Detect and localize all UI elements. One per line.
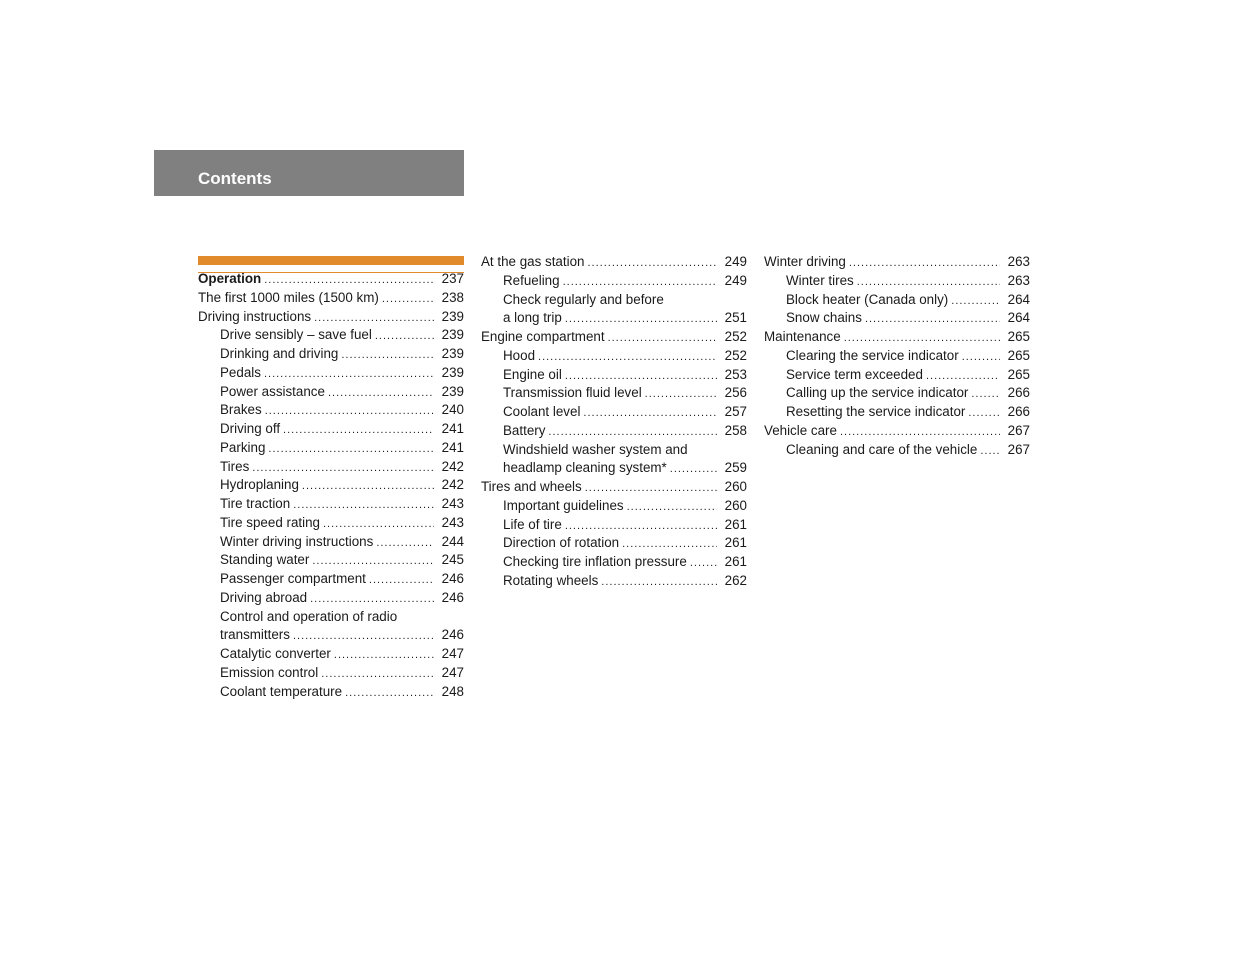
toc-entry-page: 246 <box>441 627 464 643</box>
toc-leader-dots <box>565 310 717 329</box>
toc-entry-label: Passenger compartment <box>220 571 366 586</box>
toc-leader-dots <box>264 271 434 290</box>
toc-entry-page: 253 <box>724 366 747 382</box>
toc-entry-label: Operation <box>198 271 262 286</box>
toc-leader-dots <box>627 498 717 517</box>
contents-header-bar <box>154 150 464 196</box>
toc-leader-dots <box>608 329 717 348</box>
toc-leader-dots <box>302 477 434 496</box>
toc-entry-label: Life of tire <box>503 516 562 532</box>
toc-entry[interactable] <box>198 345 464 364</box>
toc-entry-label: Driving abroad <box>220 589 308 605</box>
toc-entry[interactable] <box>481 347 747 366</box>
toc-entry[interactable] <box>481 478 747 497</box>
toc-leader-dots <box>548 423 717 442</box>
toc-entry[interactable] <box>481 366 747 385</box>
toc-leader-dots <box>926 367 1000 386</box>
toc-entry-page: 238 <box>441 289 464 305</box>
toc-entry[interactable] <box>481 516 747 535</box>
toc-entry-label: Snow chains <box>786 310 862 326</box>
section-accent-bar <box>198 256 464 265</box>
toc-leader-dots <box>321 665 434 684</box>
toc-entry-label: Battery <box>503 422 546 438</box>
toc-entry-page: 252 <box>724 347 747 363</box>
toc-leader-dots <box>670 460 717 479</box>
toc-entry[interactable] <box>481 253 747 272</box>
toc-entry-label: At the gas station <box>481 254 585 269</box>
toc-entry-label: Standing water <box>220 552 310 568</box>
toc-entry-page: 241 <box>441 439 464 455</box>
toc-entry-page: 249 <box>724 272 747 288</box>
toc-entry-label: Power assistance <box>220 383 325 399</box>
toc-entry-page: 248 <box>441 683 464 699</box>
toc-entry[interactable] <box>764 441 1030 460</box>
toc-entry-page: 258 <box>724 422 747 438</box>
toc-entry[interactable] <box>198 570 464 589</box>
toc-leader-dots <box>865 310 1000 329</box>
toc-entry-page: 263 <box>1007 254 1030 269</box>
toc-entry[interactable] <box>198 495 464 514</box>
toc-entry-page: 259 <box>724 460 747 476</box>
toc-entry-page: 264 <box>1007 310 1030 326</box>
toc-leader-dots <box>951 292 1000 311</box>
toc-entry-label: a long trip <box>503 310 562 326</box>
toc-entry-label: Engine oil <box>503 366 562 382</box>
toc-entry-label: Resetting the service indicator <box>786 404 966 419</box>
toc-entry-page: 264 <box>1007 291 1030 307</box>
toc-leader-dots <box>312 552 434 571</box>
toc-entry-label: Refueling <box>503 272 560 288</box>
toc-entry[interactable] <box>764 403 1030 422</box>
toc-entry-label: Tires <box>220 458 250 474</box>
toc-entry-page: 260 <box>724 497 747 513</box>
toc-leader-dots <box>840 423 1000 442</box>
toc-entry[interactable] <box>481 403 747 422</box>
toc-entry-label: Hood <box>503 347 536 363</box>
toc-leader-dots <box>252 459 434 478</box>
toc-entry[interactable] <box>198 664 464 683</box>
toc-entry[interactable] <box>764 291 1030 310</box>
toc-leader-dots <box>844 329 1000 348</box>
toc-entry[interactable] <box>481 309 747 328</box>
toc-entry-label: Windshield washer system and <box>503 441 688 457</box>
toc-entry-page: 266 <box>1007 404 1030 419</box>
toc-entry-label: Coolant level <box>503 404 581 419</box>
toc-entry-page: 239 <box>441 383 464 399</box>
toc-entry-page: 260 <box>724 479 747 494</box>
toc-entry-label: headlamp cleaning system* <box>503 460 667 476</box>
toc-entry-label: Service term exceeded <box>786 366 923 382</box>
toc-leader-dots <box>980 442 1000 461</box>
toc-leader-dots <box>382 290 434 309</box>
toc-entry-label: The first 1000 miles (1500 km) <box>198 289 379 305</box>
toc-entry-label: Parking <box>220 439 266 455</box>
toc-entry[interactable] <box>764 253 1030 272</box>
toc-entry[interactable] <box>198 645 464 664</box>
toc-entry-page: 252 <box>724 329 747 344</box>
toc-entry[interactable] <box>481 572 747 591</box>
toc-leader-dots <box>857 273 1000 292</box>
toc-entry-page: 239 <box>441 346 464 361</box>
toc-entry[interactable] <box>481 534 747 553</box>
toc-entry-page: 243 <box>441 514 464 530</box>
toc-leader-dots <box>962 348 1000 367</box>
toc-entry[interactable] <box>481 553 747 572</box>
toc-entry[interactable] <box>198 683 464 702</box>
toc-leader-dots <box>265 402 434 421</box>
toc-entry[interactable] <box>198 439 464 458</box>
toc-leader-dots <box>971 385 1000 404</box>
toc-entry[interactable] <box>481 422 747 441</box>
toc-entry[interactable] <box>198 589 464 608</box>
toc-leader-dots <box>323 515 434 534</box>
toc-leader-dots <box>314 309 434 328</box>
toc-leader-dots <box>310 590 434 609</box>
toc-entry-page: 256 <box>724 385 747 401</box>
toc-entry[interactable] <box>198 420 464 439</box>
toc-column-3 <box>764 253 1030 459</box>
toc-entry-label: Vehicle care <box>764 422 837 438</box>
toc-entry-label: Block heater (Canada only) <box>786 291 949 307</box>
toc-leader-dots <box>538 348 717 367</box>
toc-entry-page: 246 <box>441 589 464 605</box>
toc-leader-dots <box>622 535 717 554</box>
toc-leader-dots <box>585 479 717 498</box>
toc-entry-label: Transmission fluid level <box>503 385 642 401</box>
toc-entry-page: 237 <box>441 271 464 286</box>
toc-entry-label: Tire speed rating <box>220 514 320 530</box>
toc-entry-page: 243 <box>441 496 464 511</box>
toc-entry[interactable] <box>198 626 464 645</box>
toc-leader-dots <box>345 684 434 703</box>
toc-leader-dots <box>328 384 434 403</box>
toc-leader-dots <box>645 385 717 404</box>
toc-entry-label: Check regularly and before <box>503 291 664 307</box>
toc-entry[interactable] <box>481 291 747 310</box>
toc-entry-page: 239 <box>441 308 464 324</box>
toc-leader-dots <box>264 365 434 384</box>
toc-leader-dots <box>375 327 434 346</box>
toc-entry-page: 244 <box>441 533 464 549</box>
toc-entry[interactable] <box>481 441 747 460</box>
toc-entry[interactable] <box>481 328 747 347</box>
toc-entry-label: Drive sensibly – save fuel <box>220 327 372 343</box>
toc-entry[interactable] <box>198 289 464 308</box>
toc-entry-label: Engine compartment <box>481 329 605 344</box>
toc-entry-label: Control and operation of radio <box>220 608 398 624</box>
toc-entry-label: Winter tires <box>786 272 854 288</box>
toc-entry[interactable] <box>198 476 464 495</box>
toc-entry[interactable] <box>764 309 1030 328</box>
toc-entry-page: 242 <box>441 477 464 493</box>
toc-leader-dots <box>376 534 434 553</box>
toc-entry-page: 261 <box>724 516 747 532</box>
toc-entry[interactable] <box>764 422 1030 441</box>
page-title: Contents <box>198 169 272 188</box>
toc-entry-label: Hydroplaning <box>220 477 299 493</box>
toc-entry[interactable] <box>198 551 464 570</box>
toc-entry-page: 261 <box>724 554 747 569</box>
toc-entry-label: Driving instructions <box>198 308 312 324</box>
toc-entry-page: 242 <box>441 458 464 474</box>
toc-entry[interactable] <box>198 270 464 289</box>
toc-entry-label: Direction of rotation <box>503 535 620 551</box>
toc-entry[interactable] <box>481 384 747 403</box>
toc-entry-label: Tires and wheels <box>481 479 582 494</box>
toc-entry-label: Clearing the service indicator <box>786 347 959 363</box>
toc-entry-label: Winter driving <box>764 254 846 269</box>
toc-entry-label: Catalytic converter <box>220 646 331 661</box>
toc-leader-dots <box>563 273 717 292</box>
toc-column-1 <box>198 270 464 701</box>
toc-entry-label: Important guidelines <box>503 497 624 513</box>
toc-entry-label: Tire traction <box>220 496 291 511</box>
toc-entry-label: Winter driving instructions <box>220 533 374 549</box>
toc-entry-page: 249 <box>724 254 747 269</box>
toc-entry[interactable] <box>481 272 747 291</box>
toc-entry-page: 247 <box>441 664 464 680</box>
toc-entry[interactable] <box>764 384 1030 403</box>
toc-entry-page: 239 <box>441 327 464 343</box>
toc-entry-label: Calling up the service indicator <box>786 385 969 401</box>
toc-entry-page: 265 <box>1007 347 1030 363</box>
toc-entry-label: Coolant temperature <box>220 683 343 699</box>
toc-entry[interactable] <box>198 308 464 327</box>
toc-entry-label: Checking tire inflation pressure <box>503 554 687 569</box>
toc-entry-page: 257 <box>724 404 747 419</box>
toc-entry[interactable] <box>764 328 1030 347</box>
toc-entry-label: transmitters <box>220 627 290 643</box>
toc-entry-page: 241 <box>441 421 464 436</box>
toc-entry[interactable] <box>198 533 464 552</box>
toc-entry-page: 247 <box>441 646 464 661</box>
toc-entry[interactable] <box>764 272 1030 291</box>
toc-entry-label: Brakes <box>220 402 262 418</box>
toc-leader-dots <box>369 571 434 590</box>
toc-entry[interactable] <box>764 366 1030 385</box>
toc-entry[interactable] <box>764 347 1030 366</box>
toc-entry-page: 265 <box>1007 366 1030 382</box>
toc-entry-page: 263 <box>1007 272 1030 288</box>
toc-leader-dots <box>690 554 717 573</box>
toc-entry-page: 246 <box>441 571 464 586</box>
toc-entry-page: 240 <box>441 402 464 418</box>
toc-entry-page: 267 <box>1007 441 1030 457</box>
toc-entry-page: 245 <box>441 552 464 568</box>
toc-leader-dots <box>583 404 717 423</box>
toc-leader-dots <box>334 646 434 665</box>
toc-entry[interactable] <box>198 383 464 402</box>
toc-entry[interactable] <box>198 608 464 627</box>
toc-entry[interactable] <box>198 326 464 345</box>
toc-entry-page: 251 <box>724 310 747 326</box>
toc-entry[interactable] <box>481 497 747 516</box>
toc-entry-page: 239 <box>441 364 464 380</box>
toc-entry[interactable] <box>198 401 464 420</box>
toc-leader-dots <box>565 367 717 386</box>
toc-entry-label: Pedals <box>220 364 261 380</box>
toc-entry[interactable] <box>198 514 464 533</box>
toc-entry-label: Drinking and driving <box>220 346 339 361</box>
toc-leader-dots <box>601 573 717 592</box>
toc-entry-label: Rotating wheels <box>503 572 599 588</box>
toc-column-2 <box>481 253 747 591</box>
toc-entry-page: 265 <box>1007 329 1030 344</box>
toc-leader-dots <box>565 517 717 536</box>
toc-entry[interactable] <box>481 459 747 478</box>
toc-entry[interactable] <box>198 458 464 477</box>
toc-entry-page: 261 <box>724 535 747 551</box>
toc-entry-label: Cleaning and care of the vehicle <box>786 441 978 457</box>
toc-entry-label: Emission control <box>220 664 319 680</box>
toc-entry-page: 267 <box>1007 422 1030 438</box>
toc-entry-page: 266 <box>1007 385 1030 401</box>
toc-entry-label: Driving off <box>220 421 281 436</box>
toc-leader-dots <box>283 421 434 440</box>
toc-leader-dots <box>968 404 1000 423</box>
toc-leader-dots <box>268 440 434 459</box>
toc-leader-dots <box>293 627 434 646</box>
toc-leader-dots <box>587 254 717 273</box>
toc-leader-dots <box>341 346 434 365</box>
toc-entry[interactable] <box>198 364 464 383</box>
toc-entry-page: 262 <box>724 572 747 588</box>
toc-entry-label: Maintenance <box>764 329 841 344</box>
toc-leader-dots <box>293 496 434 515</box>
toc-leader-dots <box>849 254 1000 273</box>
